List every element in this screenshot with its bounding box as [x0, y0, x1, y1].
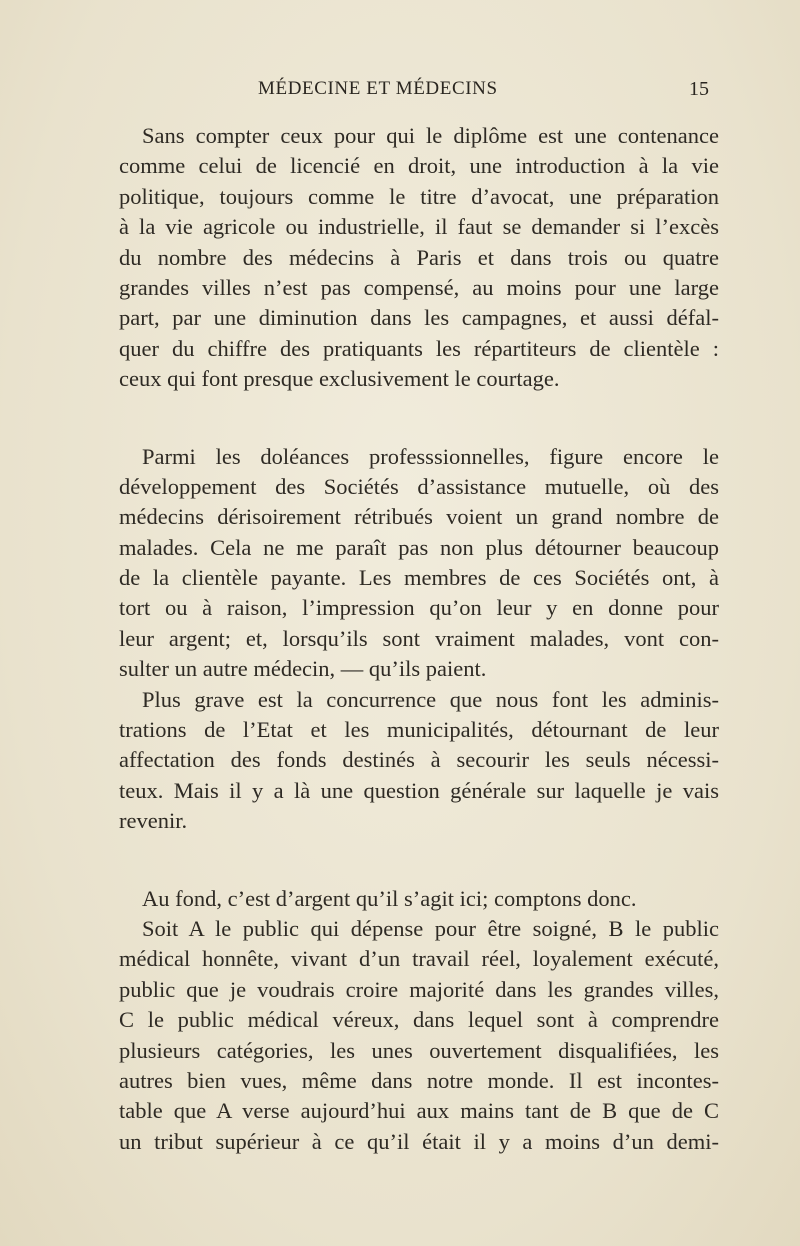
text-line: part, par une diminution dans les campagnes, et aussi défal- [119, 305, 719, 331]
text-line: Plus grave est la concurrence que nous font les adminis- [142, 686, 719, 712]
text-line: politique, toujours comme le titre d’avocat, une préparation [119, 183, 719, 209]
text-line: table que A verse aujourd’hui aux mains tant de B que de C [119, 1098, 719, 1124]
text-line: teux. Mais il y a là une question générale sur laquelle je vais [119, 777, 719, 803]
text-line: grandes villes n’est pas compensé, au moins pour une large [119, 274, 719, 300]
paragraph [119, 884, 719, 914]
text-line: plusieurs catégories, les unes ouvertement disqualifiées, les [119, 1037, 719, 1063]
text-line: à la vie agricole ou industrielle, il faut se demander si l’excès [119, 214, 719, 240]
page-number: 15 [689, 78, 709, 100]
text-line: médical honnête, vivant d’un travail réel, loyalement exécuté, [119, 946, 719, 972]
body-text [119, 121, 719, 1157]
text-line: Au fond, c’est d’argent qu’il s’agit ici; comptons donc. [142, 885, 637, 911]
text-line: autres bien vues, même dans notre monde. Il est incontes- [119, 1067, 719, 1093]
text-line: de la clientèle payante. Les membres de ces Sociétés ont, à [119, 565, 719, 591]
text-line: tort ou à raison, l’impression qu’on leur y en donne pour [119, 595, 719, 621]
running-head [0, 78, 800, 104]
section-break [119, 837, 719, 884]
text-line: du nombre des médecins à Paris et dans trois ou quatre [119, 244, 719, 270]
text-line: médecins dérisoirement rétribués voient un grand nombre de [119, 504, 719, 530]
paragraph [119, 685, 719, 837]
text-line: comme celui de licencié en droit, une introduction à la vie [119, 153, 719, 179]
text-line: sulter un autre médecin, — qu’ils paient. [119, 656, 487, 682]
paragraph [119, 121, 719, 395]
text-line: un tribut supérieur à ce qu’il était il y a moins d’un demi- [119, 1128, 719, 1154]
text-line: affectation des fonds destinés à secourir les seuls nécessi- [119, 747, 719, 773]
section-break [119, 395, 719, 442]
text-line: revenir. [119, 808, 188, 834]
text-line: C le public médical véreux, dans lequel sont à comprendre [119, 1007, 719, 1033]
paragraph [119, 442, 719, 685]
text-line: ceux qui font presque exclusivement le courtage. [119, 366, 560, 392]
text-line: leur argent; et, lorsqu’ils sont vraiment malades, vont con- [119, 625, 719, 651]
text-line: développement des Sociétés d’assistance mutuelle, où des [119, 473, 719, 499]
text-line: trations de l’Etat et les municipalités, détournant de leur [119, 717, 719, 743]
text-line: public que je voudrais croire majorité dans les grandes villes, [119, 976, 719, 1002]
text-line: Soit A le public qui dépense pour être soigné, B le public [142, 915, 719, 941]
running-title: MÉDECINE ET MÉDECINS [258, 78, 498, 99]
text-line: Sans compter ceux pour qui le diplôme est une contenance [142, 123, 719, 148]
text-line: quer du chiffre des pratiquants les répartiteurs de clientèle : [119, 335, 719, 361]
text-line: malades. Cela ne me paraît pas non plus détourner beaucoup [119, 534, 719, 560]
paragraph [119, 914, 719, 1157]
text-line: Parmi les doléances professsionnelles, figure encore le [142, 443, 719, 469]
